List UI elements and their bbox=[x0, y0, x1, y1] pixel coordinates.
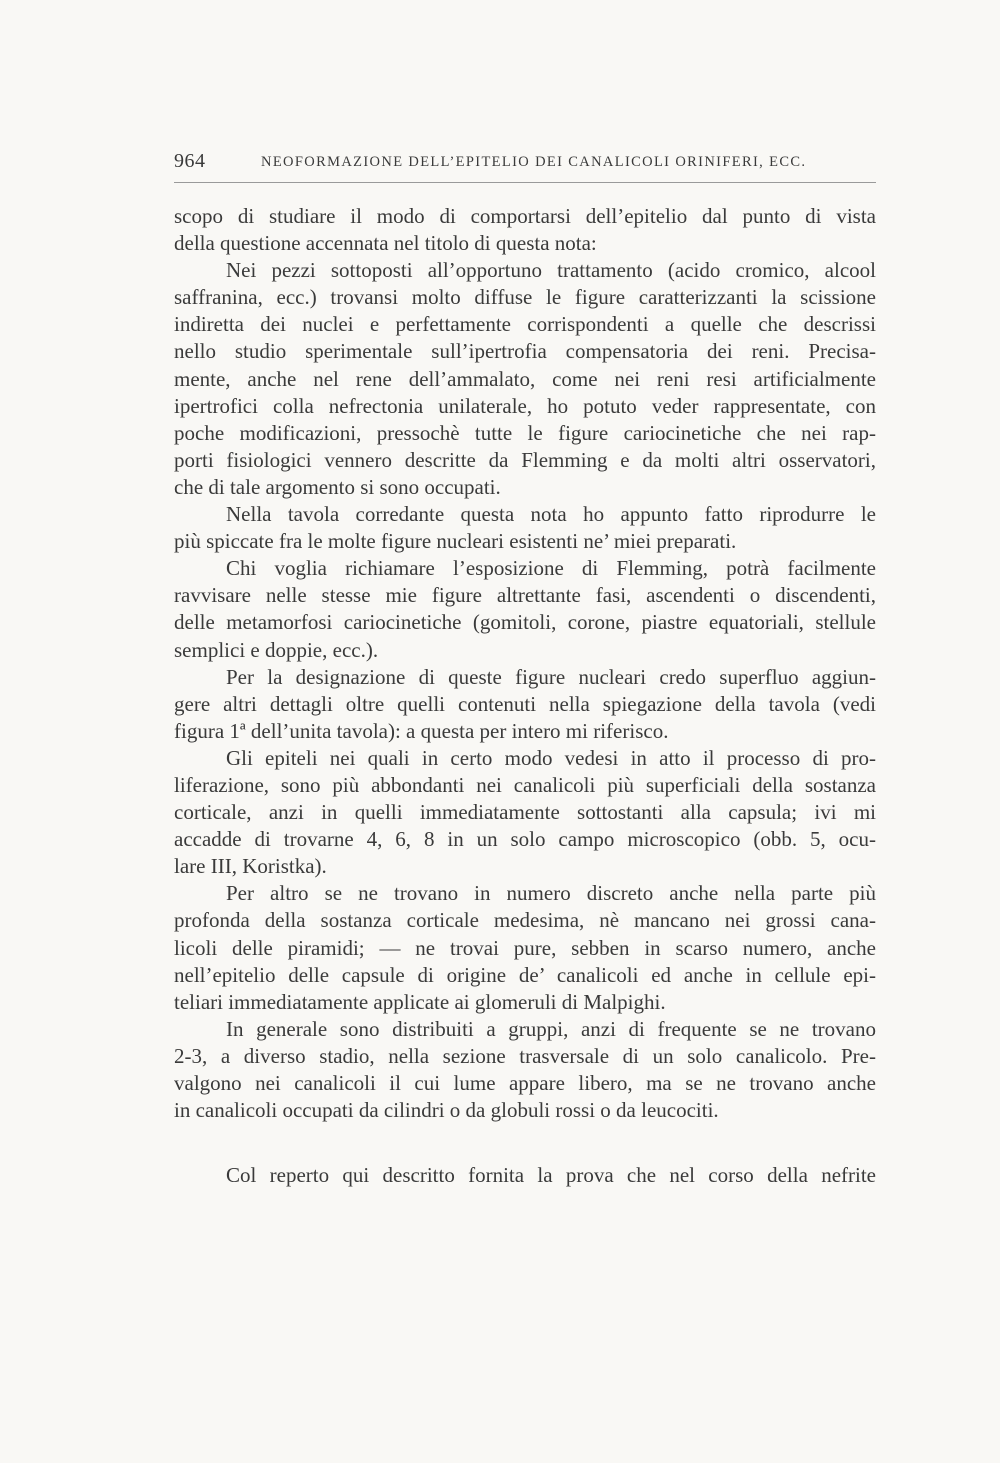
paragraph bbox=[174, 745, 876, 880]
paragraph bbox=[174, 880, 876, 1015]
paragraph bbox=[174, 555, 876, 663]
text-line: più spiccate fra le molte figure nucleari esistenti ne’ miei preparati. bbox=[174, 529, 737, 554]
paragraph bbox=[174, 1016, 876, 1124]
text-line: Per la designazione di queste figure nucleari credo superfluo aggiun- bbox=[226, 664, 876, 689]
text-line: 2-3, a diverso stadio, nella sezione trasversale di un solo canalicolo. Pre- bbox=[174, 1043, 876, 1068]
text-line: profonda della sostanza corticale medesima, nè mancano nei grossi cana- bbox=[174, 908, 876, 933]
text-line: accadde di trovarne 4, 6, 8 in un solo campo microscopico (obb. 5, ocu- bbox=[174, 827, 876, 852]
text-line: indiretta dei nuclei e perfettamente corrispondenti a quelle che descrissi bbox=[174, 312, 876, 337]
text-line: semplici e doppie, ecc.). bbox=[174, 637, 379, 662]
text-line: liferazione, sono più abbondanti nei canalicoli più superficiali della sostanza bbox=[174, 772, 876, 797]
text-line: lare III, Koristka). bbox=[174, 854, 327, 879]
text-line: che di tale argomento si sono occupati. bbox=[174, 474, 501, 499]
text-line: scopo di studiare il modo di comportarsi dell’epitelio dal punto di vista bbox=[174, 204, 876, 228]
page-number: 964 bbox=[174, 150, 206, 172]
paragraph bbox=[174, 501, 876, 555]
text-line: corticale, anzi in quelli immediatamente sottostanti alla capsula; ivi mi bbox=[174, 800, 876, 825]
text-line: teliari immediatamente applicate ai glomeruli di Malpighi. bbox=[174, 989, 666, 1014]
page bbox=[174, 148, 876, 1189]
text-line: in canalicoli occupati da cilindri o da globuli rossi o da leucociti. bbox=[174, 1098, 719, 1123]
body-text bbox=[174, 203, 876, 1189]
paragraph bbox=[174, 203, 876, 257]
text-line: figura 1ª dell’unita tavola): a questa per intero mi riferisco. bbox=[174, 718, 669, 743]
text-line: poche modificazioni, pressochè tutte le figure cariocinetiche che nei rap- bbox=[174, 420, 876, 445]
text-line: licoli delle piramidi; — ne trovai pure, sebben in scarso numero, anche bbox=[174, 935, 876, 960]
paragraph bbox=[174, 664, 876, 745]
text-line: ravvisare nelle stesse mie figure altrettante fasi, ascendenti o discendenti, bbox=[174, 583, 876, 608]
text-line: nell’epitelio delle capsule di origine de’ canalicoli ed anche in cellule epi- bbox=[174, 962, 876, 987]
running-head bbox=[174, 148, 876, 183]
paragraph bbox=[174, 1162, 876, 1189]
running-title: NEOFORMAZIONE DELL’EPITELIO DEI CANALICOLI ORINIFERI, ECC. bbox=[261, 154, 807, 170]
text-line: ipertrofici colla nefrectonia unilaterale, ho potuto veder rappresentate, con bbox=[174, 393, 876, 418]
text-line: porti fisiologici vennero descritte da Flemming e da molti altri osservatori, bbox=[174, 447, 876, 472]
text-line: Col reperto qui descritto fornita la prova che nel corso della nefrite bbox=[226, 1163, 876, 1188]
text-line: valgono nei canalicoli il cui lume appare libero, ma se ne trovano anche bbox=[174, 1071, 876, 1095]
text-line: Per altro se ne trovano in numero discreto anche nella parte più bbox=[226, 881, 876, 906]
text-line: nello studio sperimentale sull’ipertrofia compensatoria dei reni. Precisa- bbox=[174, 339, 876, 364]
text-line: Gli epiteli nei quali in certo modo vedesi in atto il processo di pro- bbox=[226, 745, 876, 770]
text-line: gere altri dettagli oltre quelli contenuti nella spiegazione della tavola (vedi bbox=[174, 691, 876, 716]
text-line: mente, anche nel rene dell’ammalato, come nei reni resi artificialmente bbox=[174, 366, 876, 391]
text-line: della questione accennata nel titolo di questa nota: bbox=[174, 231, 597, 256]
paragraph bbox=[174, 257, 876, 501]
text-line: Chi voglia richiamare l’esposizione di Flemming, potrà facilmente bbox=[226, 556, 876, 581]
text-line: saffranina, ecc.) trovansi molto diffuse le figure caratterizzanti la scissione bbox=[174, 285, 876, 310]
text-line: delle metamorfosi cariocinetiche (gomitoli, corone, piastre equatoriali, stellule bbox=[174, 610, 876, 635]
text-line: In generale sono distribuiti a gruppi, anzi di frequente se ne trovano bbox=[226, 1016, 876, 1041]
text-line: Nei pezzi sottoposti all’opportuno trattamento (acido cromico, alcool bbox=[226, 258, 876, 283]
text-line: Nella tavola corredante questa nota ho appunto fatto riprodurre le bbox=[226, 502, 876, 527]
